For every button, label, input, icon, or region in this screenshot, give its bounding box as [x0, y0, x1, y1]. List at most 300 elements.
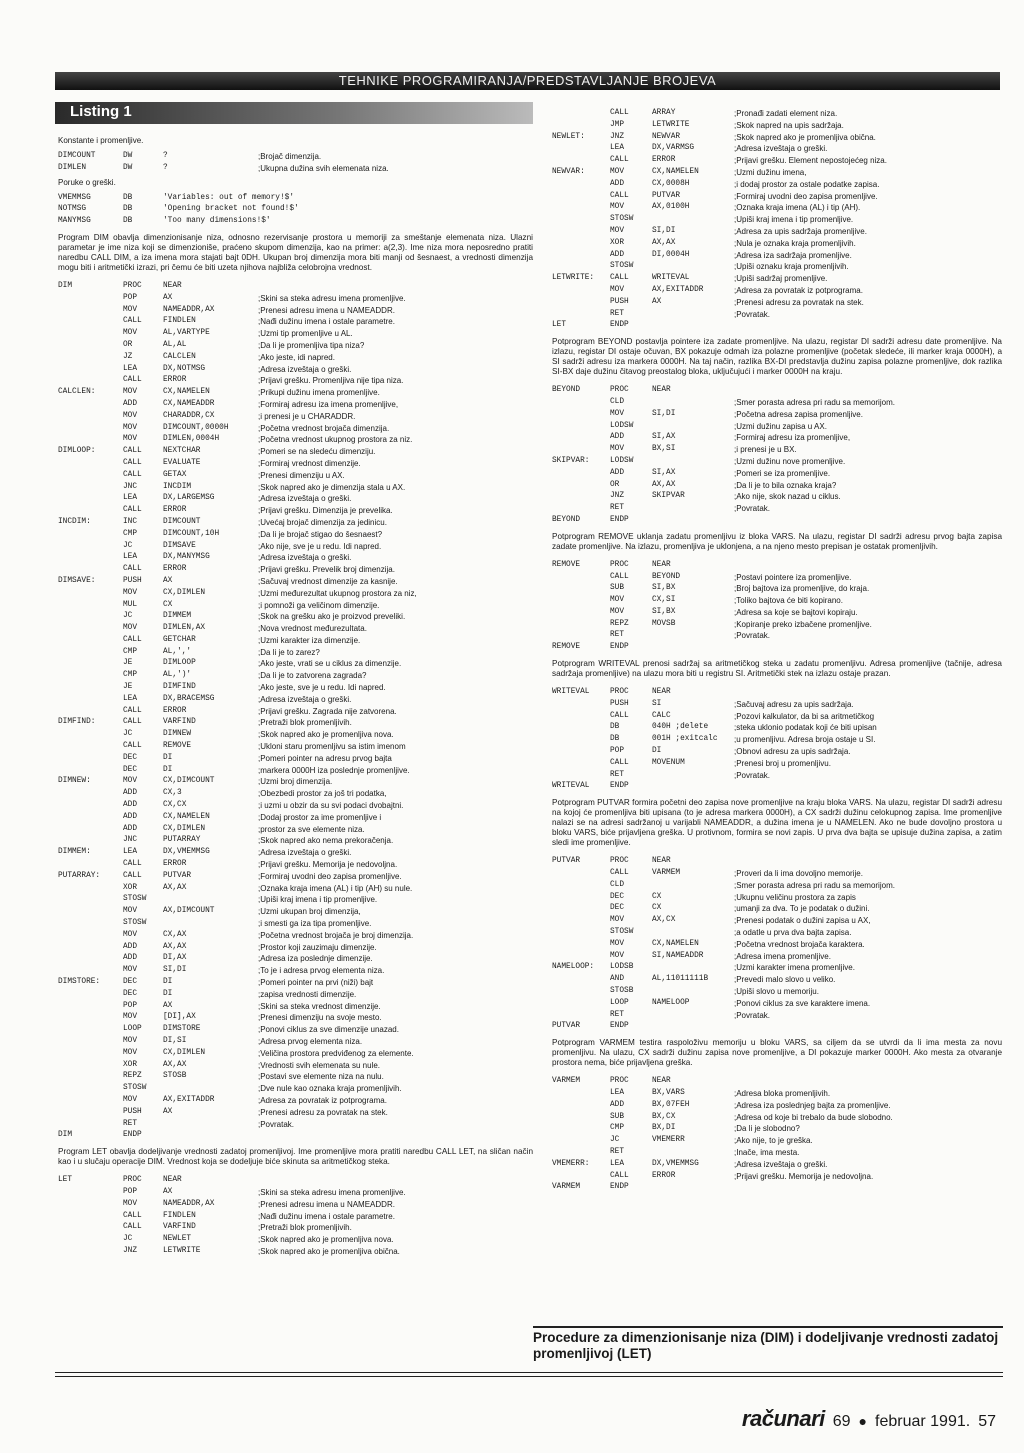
code-comment: ;Adresa imena promenljive.: [734, 951, 831, 961]
code-label: [552, 758, 610, 770]
code-operand: SI,DI: [163, 966, 187, 975]
code-line: [552, 309, 1002, 321]
code-label: [552, 607, 610, 619]
code-label: [58, 753, 123, 765]
code-line: [552, 619, 1002, 631]
code-comment: ;Smer porasta adresa pri radu sa memorijom.: [734, 880, 895, 890]
code-comment: ;Ako nije, sve je u redu. Idi napred.: [258, 541, 382, 551]
code-label: PUTARRAY:: [58, 871, 101, 880]
code-line: [58, 1095, 533, 1107]
code-label: [552, 1112, 610, 1124]
code-label: [552, 155, 610, 167]
code-line: [58, 281, 533, 293]
code-comment: ;Formiraj uvodni deo zapisa promenljive.: [734, 191, 878, 201]
code-operand: 'Opening bracket not found!$': [163, 205, 299, 214]
code-opcode: CALL: [123, 635, 142, 644]
code-opcode: DW: [123, 152, 133, 160]
code-operand: CHARADDR,CX: [163, 411, 215, 420]
code-line: [58, 918, 533, 930]
code-comment: ;Uzmi dužinu zapisa u AX.: [734, 421, 827, 431]
code-line: [58, 600, 533, 612]
code-opcode: ENDP: [610, 1183, 629, 1192]
code-label: [58, 824, 123, 836]
code-opcode: JC: [123, 730, 133, 739]
code-line: [552, 250, 1002, 262]
code-opcode: STOSW: [123, 895, 147, 904]
section-title-constants: Konstante i promenljive.: [58, 136, 144, 145]
page-number: 57: [978, 1413, 996, 1430]
code-comment: ;Da li je slobodno?: [734, 1124, 800, 1134]
code-line: [58, 1211, 533, 1223]
code-label: [552, 746, 610, 758]
code-opcode: ENDP: [610, 782, 629, 791]
code-operand: DIMSAVE: [163, 541, 196, 550]
code-operand: AL,AL: [163, 340, 187, 349]
code-opcode: ADD: [123, 954, 138, 963]
code-comment: ;Povratak.: [258, 1119, 295, 1129]
code-operand: SI,NAMEADDR: [652, 951, 704, 960]
code-label: [58, 1095, 123, 1107]
code-opcode: MOV: [123, 388, 138, 397]
code-operand: ERROR: [163, 706, 187, 715]
code-operand: PUTVAR: [163, 871, 192, 880]
code-label: [552, 880, 610, 892]
code-label: [552, 986, 610, 998]
code-opcode: XOR: [123, 1060, 138, 1069]
code-opcode: CLD: [610, 397, 625, 406]
code-line: [58, 847, 533, 859]
code-operand: CX: [652, 892, 662, 901]
code-line: [552, 320, 1002, 332]
code-label: [58, 635, 123, 647]
code-operand: AX,EXITADDR: [163, 1095, 215, 1104]
code-label: [58, 1211, 123, 1223]
code-comment: ;Adresa iza poslednjeg bajta za promenljive.: [734, 1100, 891, 1110]
code-operand: 040H ;delete: [652, 723, 709, 732]
code-operand: CX,3: [163, 789, 182, 798]
code-operand: CX: [652, 904, 662, 913]
code-opcode: MOV: [123, 966, 138, 975]
code-operand: NEAR: [652, 688, 671, 697]
code-label: [552, 583, 610, 595]
code-operand: ERROR: [163, 506, 187, 515]
code-label: INCDIM:: [58, 517, 91, 526]
code-comment: ;Oznaka kraja imena (AL) i tip (AH).: [734, 203, 861, 213]
code-operand: VMEMERR: [652, 1136, 685, 1145]
code-label: [552, 238, 610, 250]
code-opcode: ENDP: [610, 1022, 629, 1031]
code-opcode: MOV: [610, 167, 625, 176]
code-opcode: MOV: [123, 435, 138, 444]
code-opcode: CALL: [123, 458, 142, 467]
code-operand: DI: [652, 747, 662, 756]
code-label: [552, 722, 610, 734]
code-operand: DIMNEW: [163, 730, 192, 739]
code-operand: AX,AX: [652, 238, 676, 247]
code-label: [552, 191, 610, 203]
code-comment: ;Povratak.: [734, 309, 771, 319]
code-operand: BEYOND: [652, 572, 681, 581]
code-label: VARMEM: [552, 1077, 581, 1086]
code-operand: SI,DI: [652, 226, 676, 235]
code-operand: NEAR: [652, 386, 671, 395]
code-opcode: LODSW: [610, 421, 634, 430]
code-label: [552, 444, 610, 456]
code-line: [58, 1175, 533, 1187]
code-operand: CX,DIMLEN: [163, 588, 206, 597]
code-operand: AX,EXITADDR: [652, 285, 704, 294]
caption-rule-top: [533, 1326, 1003, 1328]
code-operand: DI: [163, 765, 173, 774]
code-comment: ;Uvećaj brojač dimenzija za jedinicu.: [258, 517, 387, 527]
code-operand: LETWRITE: [652, 120, 690, 129]
code-comment: ;Prenesi adresu za povratak na stek.: [734, 297, 864, 307]
code-opcode: JC: [610, 1136, 620, 1145]
code-line: [58, 470, 533, 482]
code-comment: ;Inače, ima mesta.: [734, 1147, 800, 1157]
code-label: [58, 1071, 123, 1083]
code-line: [552, 868, 1002, 880]
code-operand: SI,AX: [652, 468, 676, 477]
code-opcode: MOV: [123, 1013, 138, 1022]
code-block-putvar: [552, 856, 1002, 1033]
code-line: [58, 411, 533, 423]
code-opcode: DEC: [610, 892, 625, 901]
code-opcode: SUB: [610, 584, 625, 593]
code-line: [58, 1222, 533, 1234]
code-opcode: PROC: [610, 560, 629, 569]
footer-rule-2: [55, 1376, 1003, 1377]
code-opcode: RET: [610, 309, 625, 318]
code-operand: EVALUATE: [163, 458, 201, 467]
code-line: [58, 977, 533, 989]
code-label: [552, 903, 610, 915]
code-line: [58, 458, 533, 470]
code-opcode: AND: [610, 975, 625, 984]
code-label: [552, 143, 610, 155]
code-label: [58, 812, 123, 824]
code-comment: ;Broj bajtova iza promenljive, do kraja.: [734, 584, 870, 594]
code-comment: ;a odatle u prva dva bajta zapisa.: [734, 928, 852, 938]
code-line: [58, 216, 533, 228]
code-label: [552, 421, 610, 433]
dim-description: Program DIM obavlja dimenzionisanje niza, odnosno rezervisanje prostora u memoriji za smeštanje elemenata niza. Ulazni parametar je ime niza koji se dimenzioniše, praćeno skupom dimenzija, kao na primer: a(2,3). Ime niza mora neposredno pratiti naredbu CALL DIM, a iza imena mora stajati bajt 0DH. Ukupan broj dimenzija mora biti manji od šesnaest, a vrednosti dimenzija mogu biti i aritmetički izrazi, pri čemu će biti uzeta njihova najbliža celobrojna vrednost.: [58, 232, 533, 272]
code-comment: ;Postavi sve elemente niza na nulu.: [258, 1072, 384, 1082]
code-opcode: DEC: [123, 989, 138, 998]
code-label: [58, 352, 123, 364]
code-operand: [163, 1130, 258, 1142]
code-label: [552, 939, 610, 951]
code-line: [58, 635, 533, 647]
code-line: [58, 505, 533, 517]
code-operand: [652, 309, 734, 321]
code-label: [58, 1234, 123, 1246]
code-opcode: PROC: [123, 281, 142, 290]
code-line: [552, 1021, 1002, 1033]
code-line: [58, 529, 533, 541]
code-label: LET: [58, 1176, 73, 1185]
code-line: [58, 1246, 533, 1258]
code-comment: ;Uzmi međurezultat ukupnog prostora za niz,: [258, 588, 417, 598]
code-comment: ;Uzmi dužinu nove promenljive.: [734, 456, 846, 466]
code-comment: ;Formiraj adresu iza promenljive,: [734, 433, 851, 443]
code-comment: ;Pozovi kalkulator, da bi sa aritmetičkog: [734, 711, 875, 721]
code-comment: ;Dodaj prostor za ime promenljive i: [258, 812, 382, 822]
code-comment: ;Prijavi grešku. Memorija je nedovoljna.: [258, 860, 398, 870]
code-label: [58, 694, 123, 706]
code-label: [58, 305, 123, 317]
code-operand: CX,DIMLEN: [163, 824, 206, 833]
code-opcode: CMP: [123, 647, 138, 656]
code-label: BEYOND: [552, 515, 581, 524]
code-opcode: JE: [123, 683, 133, 692]
code-label: [58, 505, 123, 517]
code-label: [58, 835, 123, 847]
code-comment: ;Da li je promenljiva tipa niza?: [258, 340, 365, 350]
code-operand: DX,VMEMMSG: [652, 1159, 699, 1168]
code-line: [552, 746, 1002, 758]
code-line: [58, 824, 533, 836]
code-opcode: LODSW: [610, 456, 634, 465]
code-line: [58, 835, 533, 847]
code-opcode: DB: [123, 193, 133, 202]
code-operand: DX,BRACEMSG: [163, 694, 215, 703]
code-operand: BX,SI: [652, 445, 676, 454]
code-operand: PUTVAR: [652, 191, 681, 200]
code-block-beyond: [552, 385, 1002, 527]
code-line: [552, 179, 1002, 191]
code-opcode: ADD: [123, 789, 138, 798]
code-opcode: JNC: [123, 836, 138, 845]
code-opcode: JNC: [123, 482, 138, 491]
code-operand: BX,VARS: [652, 1089, 685, 1097]
code-comment: ;prostor za sve elemente niza.: [258, 824, 365, 834]
code-line: [552, 856, 1002, 868]
code-opcode: ENDP: [123, 1131, 142, 1140]
code-opcode: PROC: [123, 1176, 142, 1185]
code-operand: DX,VARMSG: [652, 144, 695, 153]
code-label: [58, 953, 123, 965]
code-line: [58, 1187, 533, 1199]
code-line: [58, 776, 533, 788]
code-label: [552, 226, 610, 238]
code-opcode: MOV: [610, 409, 625, 418]
code-line: [58, 517, 533, 529]
code-line: [552, 468, 1002, 480]
code-operand: NEAR: [652, 560, 671, 569]
code-line: [552, 781, 1002, 793]
code-operand: DIMCOUNT: [163, 517, 201, 526]
code-opcode: INC: [123, 517, 138, 526]
code-block-let-cont: [552, 108, 1002, 332]
code-line: [552, 132, 1002, 144]
code-label: [58, 906, 123, 918]
code-line: [552, 491, 1002, 503]
code-label: [58, 316, 123, 328]
code-opcode: DEC: [123, 753, 138, 762]
code-operand: DI,SI: [163, 1036, 187, 1045]
code-line: [58, 859, 533, 871]
code-operand: DIMSTORE: [163, 1025, 201, 1034]
code-comment: ;Obnovi adresu za upis sadržaja.: [734, 747, 851, 757]
code-label: [58, 741, 123, 753]
code-label: [552, 630, 610, 642]
code-comment: ;i dodaj prostor za ostale podatke zapisa.: [734, 179, 880, 189]
code-operand: 'Variables: out of memory!$': [163, 193, 295, 202]
code-comment: ;Adresa sa koje se bajtovi kopiraju.: [734, 607, 858, 617]
code-comment: ;Adresa izveštaja o greški.: [258, 494, 352, 504]
code-operand: [652, 1147, 734, 1159]
code-opcode: CALL: [610, 758, 629, 767]
code-operand: VARMEM: [652, 869, 681, 878]
code-line: [552, 191, 1002, 203]
code-comment: ;Uzmi ukupan broj dimenzija,: [258, 907, 361, 917]
code-label: [552, 214, 610, 226]
code-opcode: JC: [123, 1235, 133, 1244]
code-opcode: MOV: [610, 607, 625, 616]
code-label: [552, 619, 610, 631]
code-comment: ;Da li je brojač stigao do šesnaest?: [258, 529, 383, 539]
magazine-brand: računari: [741, 1406, 825, 1431]
code-opcode: MOV: [123, 588, 138, 597]
code-opcode: MOV: [610, 203, 625, 212]
code-comment: ;Prenesi dimenziju na svoje mesto.: [258, 1013, 382, 1023]
code-operand: DX,VMEMMSG: [163, 848, 210, 857]
code-opcode: POP: [610, 747, 625, 756]
code-line: [58, 741, 533, 753]
code-label: WRITEVAL: [552, 688, 590, 697]
code-opcode: LOOP: [610, 998, 629, 1007]
code-comment: ;Skini sa steka adresu imena promenljive.: [258, 1187, 406, 1197]
code-line: [58, 694, 533, 706]
code-operand: SI,AX: [652, 433, 676, 442]
code-operand: ?: [163, 152, 168, 160]
code-label: [58, 1222, 123, 1234]
code-opcode: STOSB: [610, 987, 634, 996]
code-comment: ;Adresa izveštaja o greški.: [258, 553, 352, 563]
code-label: [58, 1187, 123, 1199]
code-line: [58, 305, 533, 317]
let-description: Program LET obavlja dodeljivanje vrednosti zadatoj promenljivoj. Ime promenljive mora pratiti naredbu CALL LET, na sličan način kao i u slučaju operacije DIM. Vrednost koja se dodeljuje biće skinuta sa aritmetičkog steka.: [58, 1147, 533, 1167]
code-operand: [652, 1010, 734, 1022]
code-label: [58, 600, 123, 612]
code-opcode: POP: [123, 293, 138, 302]
code-comment: ;To je i adresa prvog elementa niza.: [258, 966, 385, 976]
code-line: [552, 1182, 1002, 1194]
code-opcode: CLD: [610, 880, 625, 889]
code-line: [552, 892, 1002, 904]
code-opcode: PROC: [610, 386, 629, 395]
code-opcode: DEC: [610, 904, 625, 913]
code-line: [58, 1060, 533, 1072]
code-comment: ;Adresa za povratak iz potprograma.: [734, 285, 863, 295]
code-block-writeval: [552, 687, 1002, 793]
code-comment: ;Skok napred ako je promenljiva obična.: [258, 1246, 400, 1256]
code-label: [552, 503, 610, 515]
code-operand: SI,BX: [652, 607, 676, 616]
code-opcode: REPZ: [610, 619, 629, 628]
code-line: [58, 706, 533, 718]
code-operand: REMOVE: [163, 742, 192, 751]
code-line: [552, 1159, 1002, 1171]
code-opcode: LOOP: [123, 1025, 142, 1034]
code-comment: ;Skok napred ako je promenljiva nova.: [258, 1235, 394, 1245]
code-label: [552, 480, 610, 492]
code-opcode: PROC: [610, 688, 629, 697]
code-label: [58, 682, 123, 694]
code-block-remove: [552, 560, 1002, 654]
code-comment: ;Smer porasta adresa pri radu sa memorijom.: [734, 397, 895, 407]
code-comment: ;Ukupna dužina svih elemenata niza.: [258, 163, 389, 173]
code-line: [58, 1001, 533, 1013]
code-line: [552, 903, 1002, 915]
code-line: [58, 541, 533, 553]
code-label: DIMSAVE:: [58, 576, 96, 585]
code-line: [552, 734, 1002, 746]
code-label: [58, 1001, 123, 1013]
code-line: [552, 915, 1002, 927]
code-opcode: REPZ: [123, 1072, 142, 1081]
code-operand: ERROR: [163, 376, 187, 385]
code-label: [58, 423, 123, 435]
code-label: NAMELOOP:: [552, 963, 595, 972]
code-operand: WRITEVAL: [652, 274, 690, 283]
code-operand: AL,')': [163, 671, 192, 680]
code-label: [552, 1171, 610, 1183]
varmem-description: Potprogram VARMEM testira raspoloživu memoriju u bloku VARS, sa ciljem da se utvrdi da li ima mesta za novu promenljivu. Na ulazu, CX sadrži dužinu zapisa nove promenljive, a DI pokazuje marker 0000H. Ako mesta za otvaranje prostora nema, biće prijavljena greška.: [552, 1038, 1002, 1068]
code-line: [552, 214, 1002, 226]
code-operand: DI: [163, 978, 173, 986]
code-opcode: ADD: [123, 824, 138, 833]
code-operand: DI: [163, 989, 173, 998]
code-opcode: CMP: [123, 671, 138, 680]
code-operand: NEAR: [163, 1176, 182, 1185]
code-line: [552, 1147, 1002, 1159]
code-label: DIM: [58, 281, 73, 290]
code-comment: ;Početna adresa zapisa promenljive.: [734, 409, 863, 419]
code-operand: AX: [163, 293, 173, 302]
code-label: [552, 595, 610, 607]
code-label: [552, 998, 610, 1010]
code-operand: BX,DI: [652, 1124, 676, 1133]
code-operand: [652, 1021, 734, 1033]
code-label: [552, 250, 610, 262]
code-line: [58, 871, 533, 883]
code-operand: DIMFIND: [163, 683, 196, 692]
code-operand: [652, 421, 734, 433]
code-label: [58, 564, 123, 576]
code-operand: CX,NAMELEN: [163, 388, 210, 397]
code-operand: DX,NOTMSG: [163, 364, 206, 373]
code-opcode: STOSW: [123, 919, 147, 928]
code-comment: ;Pomeri se iza promenljive.: [734, 468, 831, 478]
code-operand: SKIPVAR: [652, 492, 685, 501]
code-comment: ;Adresa iza sadržaja promenljive.: [734, 250, 852, 260]
beyond-description: Potprogram BEYOND postavlja pointere iza zadate promenljive. Na ulazu, registar DI sadrži adresu date promenljive. Na izlazu, registar DI ostaje očuvan, BX pokazuje odmah iza polazne promenljive (početak sledeće, ili marker kraja 0000H), a SI sadrži adresu iza markera 0000H. Na taj način, razlika BX-DI predstavlja dužinu zapisa polazne promenljive, dok razlika SI-BX daje dužinu čitavog preostalog bloka, uključujući i marker 0000H na kraju.: [552, 337, 1002, 377]
code-line: [58, 1130, 533, 1142]
code-line: [552, 155, 1002, 167]
code-operand: DIMCOUNT,10H: [163, 529, 220, 538]
code-opcode: CALL: [123, 317, 142, 326]
code-opcode: CALL: [610, 156, 629, 165]
code-line: [58, 1024, 533, 1036]
code-comment: ;Adresa izveštaja o greški.: [258, 364, 352, 374]
issue-date: februar 1991.: [875, 1413, 971, 1430]
code-comment: ;Prenesi broj u promenljivu.: [734, 758, 831, 768]
code-line: [58, 316, 533, 328]
code-line: [552, 108, 1002, 120]
code-line: [552, 583, 1002, 595]
